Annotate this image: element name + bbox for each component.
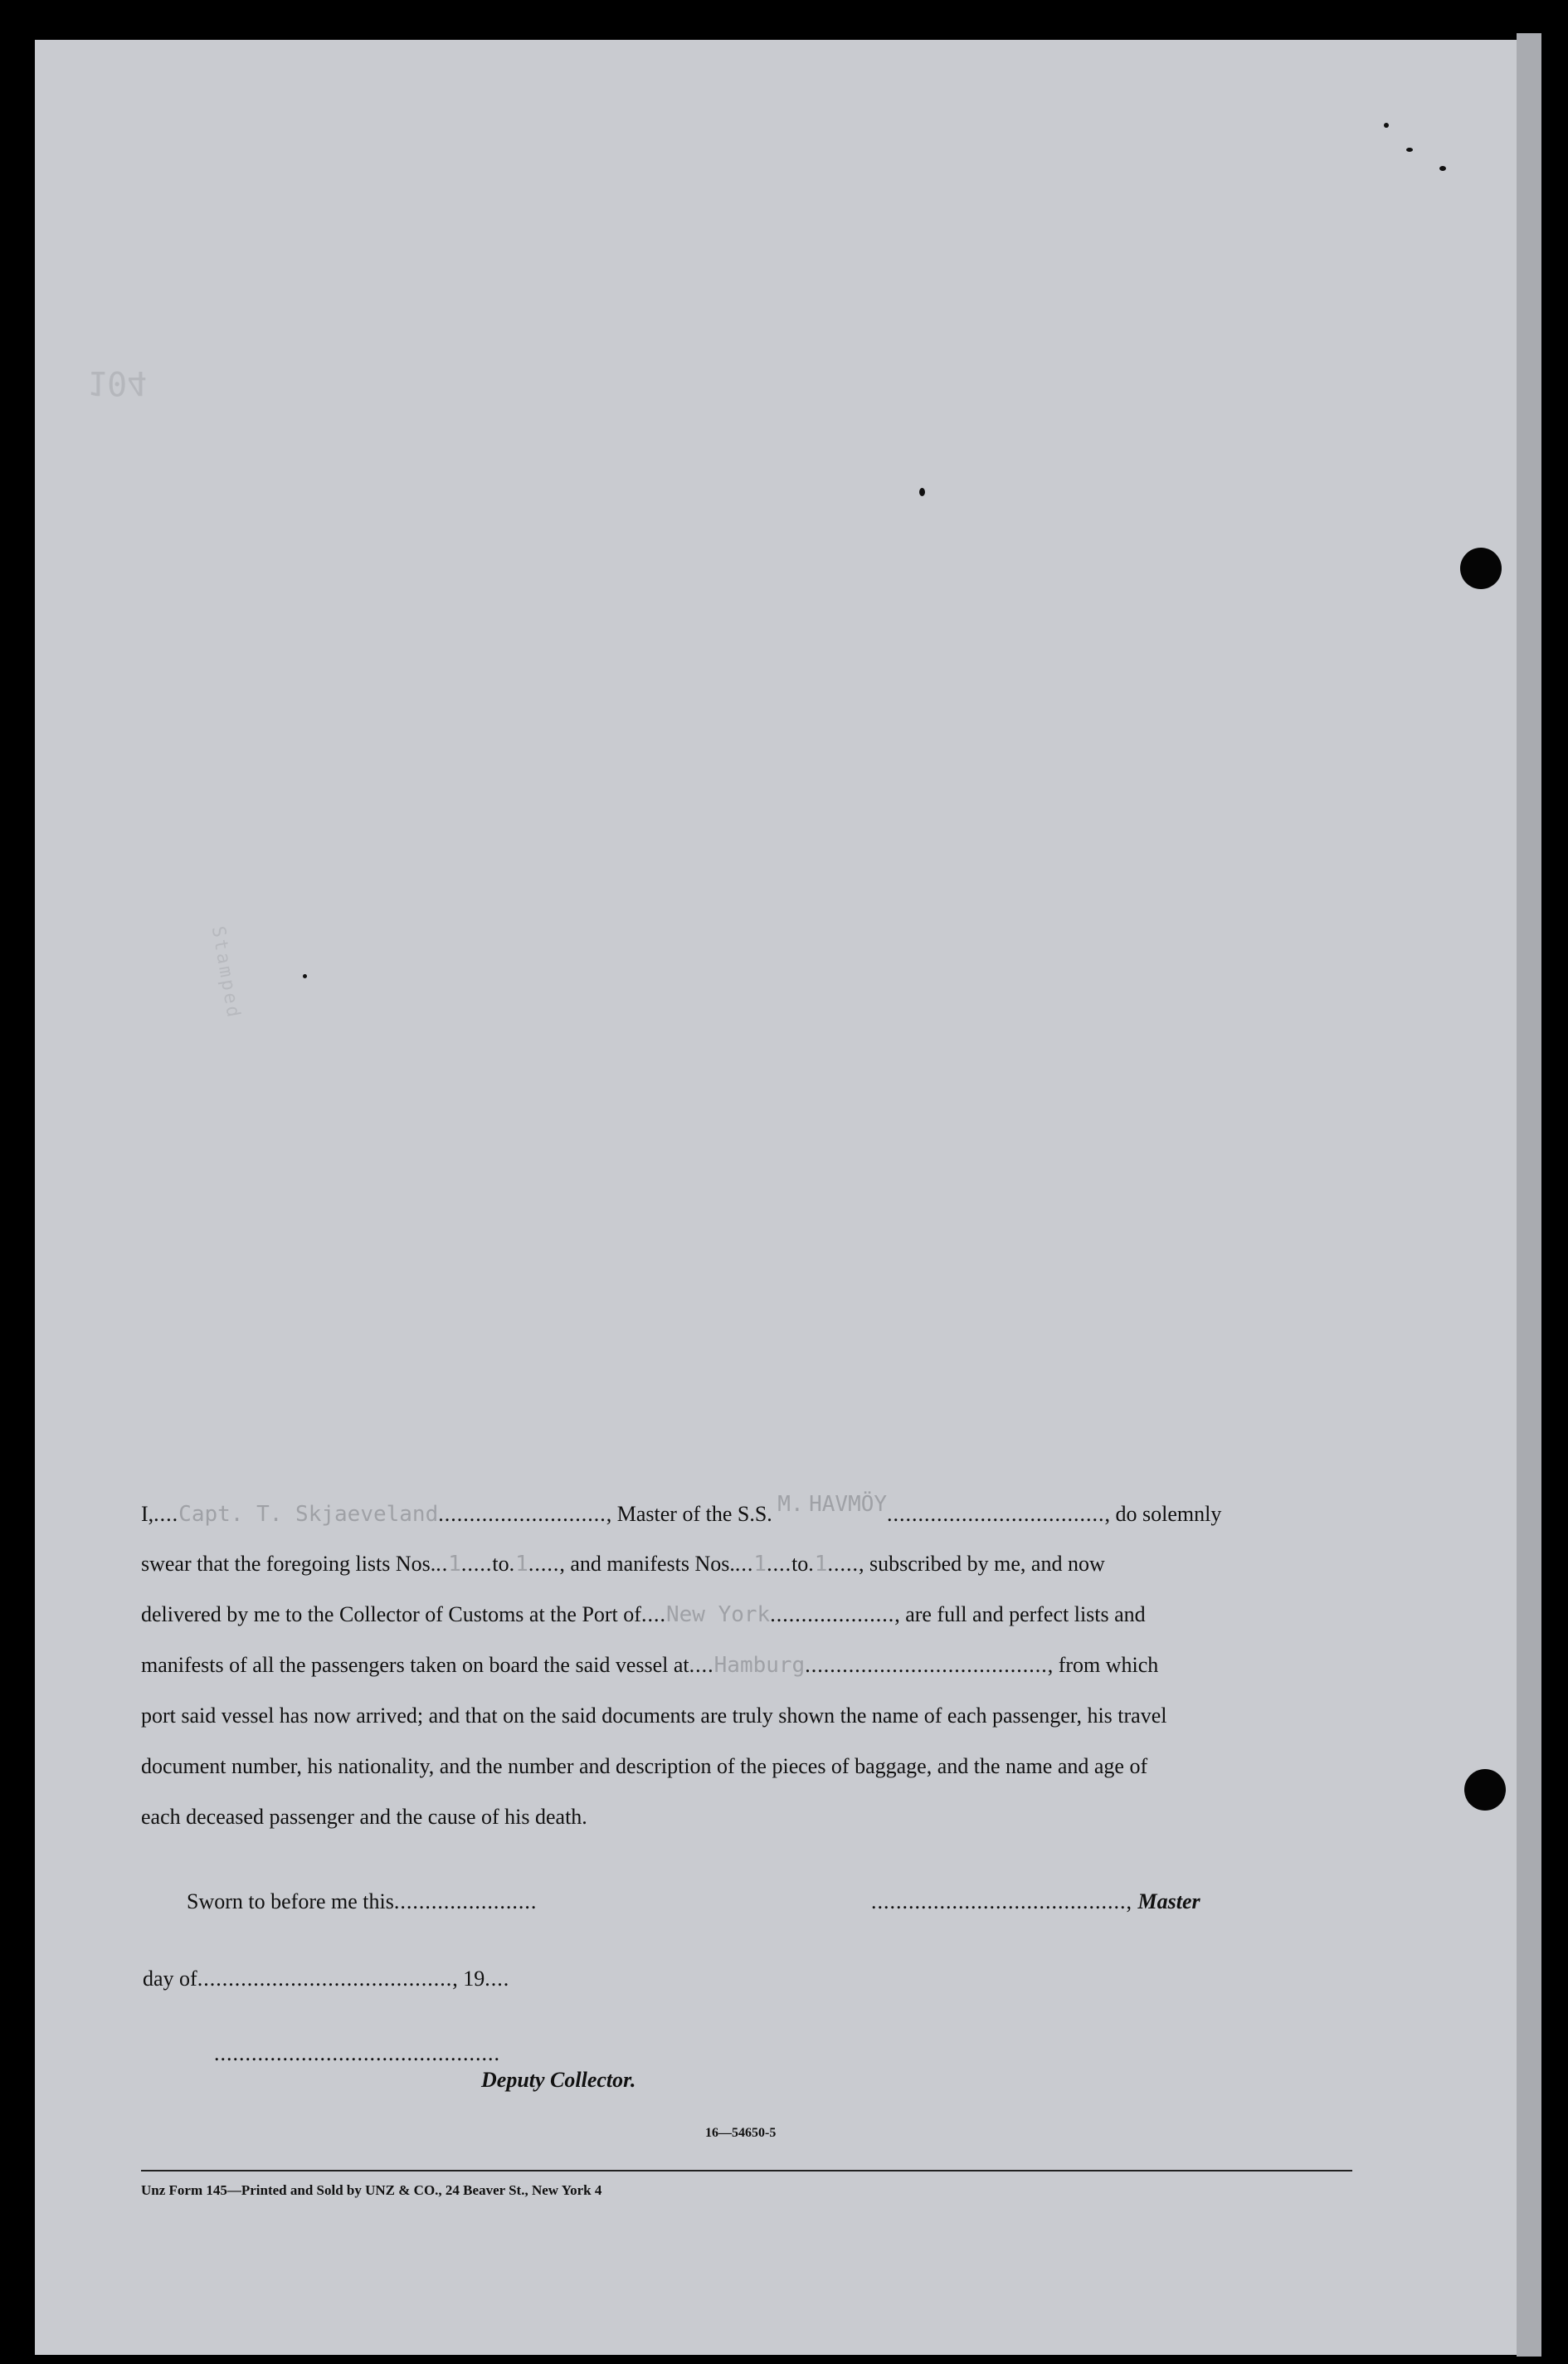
oath-line-1: I,....Capt. T. Skjaeveland..........................., Master of the S.S. M. HAVMÖY..................................., do solemnly: [141, 1492, 1222, 1527]
sheet-edge: [1517, 33, 1541, 2357]
faded-vertical-stamp: Stamped: [207, 924, 245, 1021]
speck: [1406, 148, 1413, 152]
vessel-name-field: HAVMÖY: [809, 1492, 888, 1517]
oath-text-full-perfect: , are full and perfect lists and: [894, 1602, 1146, 1626]
port-of-arrival-field: New York: [665, 1602, 771, 1627]
stamp-number: 104: [87, 363, 148, 402]
oath-text-manifests-of: manifests of all the passengers taken on board the said vessel at: [141, 1653, 689, 1677]
oath-text-master-of: , Master of the S.S.: [606, 1502, 772, 1526]
speck: [1439, 166, 1446, 171]
manifests-to-field: 1: [814, 1552, 828, 1577]
speck: [303, 974, 307, 978]
deputy-dots: ..............................................: [214, 2041, 500, 2065]
master-signature-label: Master: [1137, 1889, 1200, 1913]
port-of-departure-field: Hamburg: [713, 1653, 806, 1678]
year-prefix: , 19: [452, 1967, 485, 1991]
manifests-from-field: 1: [753, 1552, 767, 1577]
punch-hole-bottom: [1464, 1769, 1506, 1811]
oath-line-7: each deceased passenger and the cause of his death.: [141, 1805, 587, 1829]
oath-text-do-solemnly: , do solemnly: [1104, 1502, 1222, 1526]
document-sheet: [35, 40, 1538, 2355]
sworn-text: Sworn to before me this: [187, 1889, 394, 1913]
speck: [1384, 123, 1389, 128]
oath-line-2: swear that the foregoing lists Nos...1.....to.1....., and manifests Nos....1....to.1....., subscribed by me, and now: [141, 1552, 1105, 1577]
deputy-collector-label: Deputy Collector.: [481, 2068, 636, 2092]
speck: [919, 488, 925, 496]
master-signature-line: ........................................., Master: [871, 1889, 1200, 1913]
oath-text-and-manifests: , and manifests Nos.: [559, 1552, 735, 1576]
day-of-text: day of: [143, 1967, 197, 1991]
punch-hole-top: [1460, 548, 1502, 589]
sworn-line: Sworn to before me this.......................: [187, 1889, 538, 1913]
oath-text-to-2: to: [791, 1552, 809, 1576]
oath-line-6: document number, his nationality, and the number and description of the pieces of baggage, and the name and age of: [141, 1754, 1148, 1778]
oath-text-swear: swear that the foregoing lists Nos.: [141, 1552, 436, 1576]
oath-line-3: delivered by me to the Collector of Customs at the Port of....New York...................., are full and perfect lists and: [141, 1602, 1146, 1627]
oath-line-5: port said vessel has now arrived; and that on the said documents are truly shown the name of each passenger, his travel: [141, 1704, 1167, 1728]
oath-text-subscribed: , subscribed by me, and now: [858, 1552, 1105, 1576]
oath-text-to: to: [492, 1552, 509, 1576]
form-number: 16—54650-5: [705, 2126, 777, 2140]
footer-rule: [141, 2170, 1352, 2171]
oath-line-4: manifests of all the passengers taken on board the said vessel at....Hamburg......................................., from which: [141, 1653, 1159, 1678]
oath-text-I: I,: [141, 1502, 154, 1526]
day-of-line: day of........................................., 19....: [143, 1967, 510, 1991]
lists-to-field: 1: [515, 1552, 528, 1577]
oath-text-from-which: , from which: [1047, 1653, 1159, 1677]
oath-text-delivered: delivered by me to the Collector of Customs at the Port of: [141, 1602, 641, 1626]
master-name-field: Capt. T. Skjaeveland: [178, 1502, 439, 1527]
printer-footer: Unz Form 145—Printed and Sold by UNZ & CO., 24 Beaver St., New York 4: [141, 2182, 602, 2198]
vessel-prefix: M.: [777, 1492, 804, 1517]
lists-from-field: 1: [448, 1552, 461, 1577]
